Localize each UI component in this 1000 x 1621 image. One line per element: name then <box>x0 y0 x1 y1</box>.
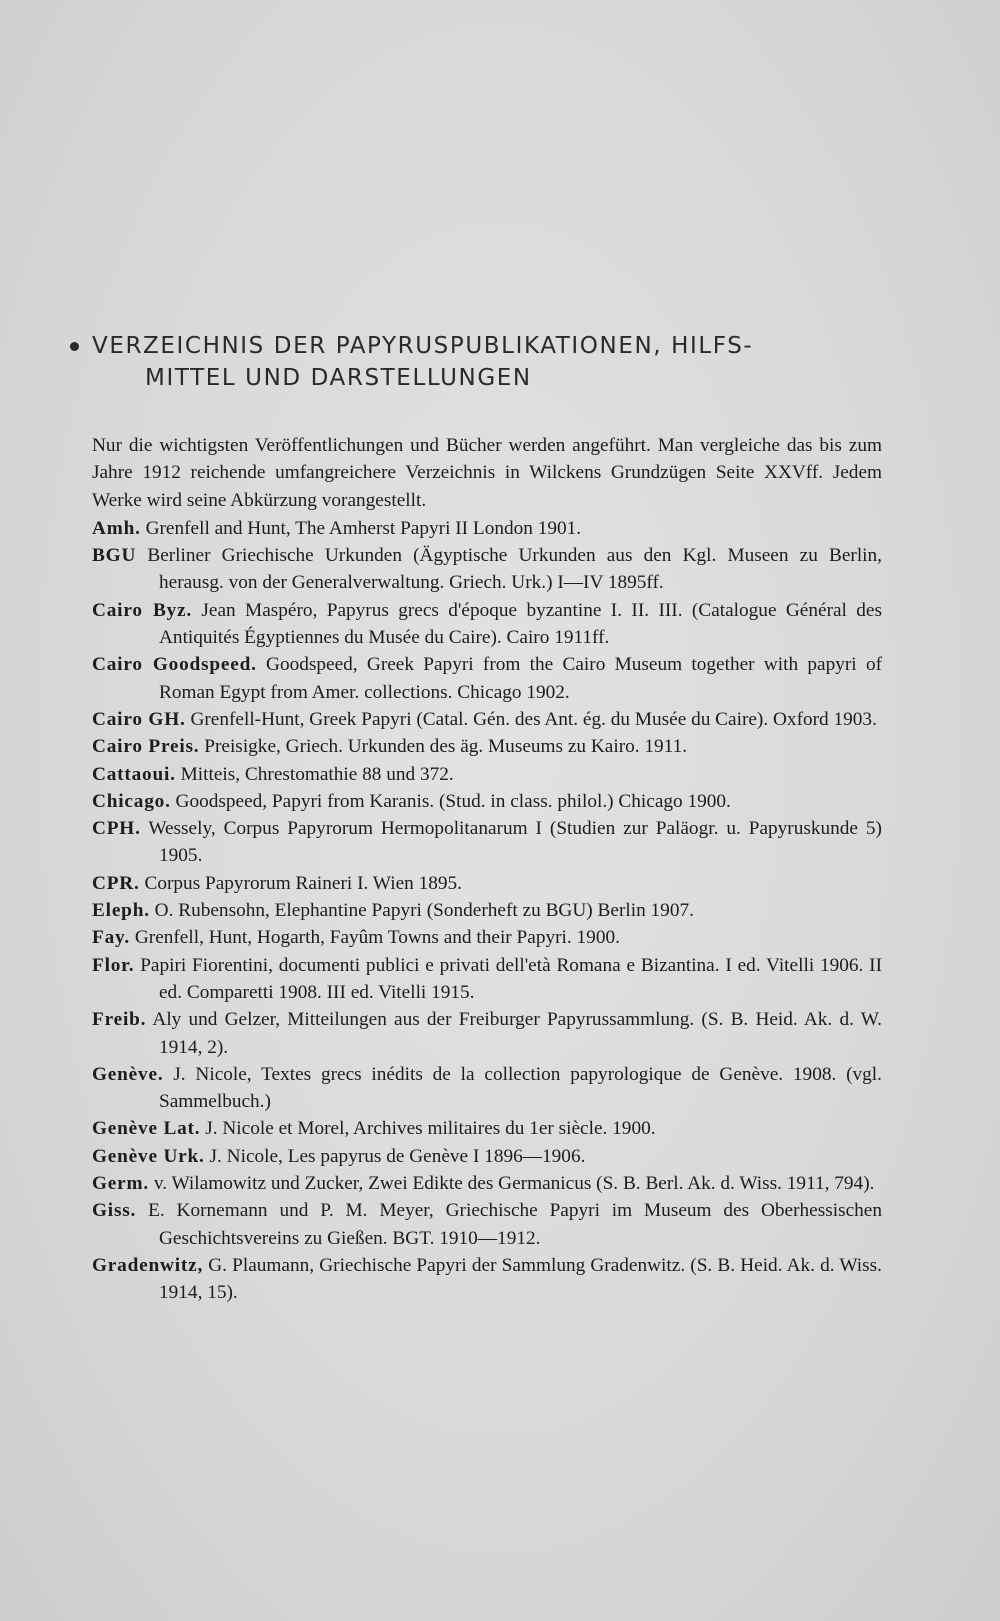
entry-text: Preisigke, Griech. Urkunden des äg. Museums zu Kairo. 1911. <box>204 736 688 758</box>
entry-text: Wessely, Corpus Papyrorum Hermopolitanarum I (Studien zur Paläogr. u. Papyruskunde 5) 1905. <box>148 818 882 867</box>
heading-line-1: VERZEICHNIS DER PAPYRUSPUBLIKATIONEN, HILFS- <box>92 333 754 359</box>
entry-abbreviation: Cairo Preis. <box>92 736 200 758</box>
entry-text: O. Rubensohn, Elephantine Papyri (Sonderheft zu BGU) Berlin 1907. <box>154 900 694 922</box>
bibliography-entry <box>92 1252 882 1307</box>
bibliography-entry <box>92 1006 882 1061</box>
entry-text: Berliner Griechische Urkunden (Ägyptische Urkunden aus den Kgl. Museen zu Berlin, herausg. von der Generalverwaltung. Griech. Urk.) I—IV 1895ff. <box>147 545 882 594</box>
entry-abbreviation: Genève Lat. <box>92 1118 201 1140</box>
entry-abbreviation: Cattaoui. <box>92 763 176 785</box>
entry-abbreviation: Gradenwitz, <box>92 1254 204 1276</box>
entry-text: Goodspeed, Greek Papyri from the Cairo Museum together with papyri of Roman Egypt from Amer. collections. Chicago 1902. <box>159 654 883 703</box>
entry-text: Goodspeed, Papyri from Karanis. (Stud. in class. philol.) Chicago 1900. <box>175 790 731 812</box>
entry-text: Jean Maspéro, Papyrus grecs d'époque byzantine I. II. III. (Catalogue Général des Antiquités Égyptiennes du Musée du Caire). Cairo 1911ff. <box>159 599 882 649</box>
entry-abbreviation: Genève. <box>92 1063 164 1085</box>
entry-text: J. Nicole et Morel, Archives militaires du 1er siècle. 1900. <box>205 1118 656 1140</box>
bibliography-entry <box>92 788 882 815</box>
bibliography-entry <box>92 651 882 706</box>
entry-text: J. Nicole, Les papyrus de Genève I 1896—1906. <box>209 1145 586 1167</box>
entry-text: J. Nicole, Textes grecs inédits de la collection papyrologique de Genève. 1908. (vgl. Sammelbuch.) <box>159 1063 882 1113</box>
entry-text: G. Plaumann, Griechische Papyri der Sammlung Gradenwitz. (S. B. Heid. Ak. d. Wiss. 1914, 15). <box>159 1254 882 1304</box>
bibliography-entry <box>92 733 882 760</box>
entry-abbreviation: Amh. <box>92 517 141 539</box>
bibliography-entry <box>92 1170 882 1197</box>
entry-abbreviation: Flor. <box>92 954 135 976</box>
entry-abbreviation: Cairo Byz. <box>92 599 193 621</box>
bibliography-entry <box>92 1143 882 1170</box>
entry-text: Grenfell-Hunt, Greek Papyri (Catal. Gén. des Ant. ég. du Musée du Caire). Oxford 1903. <box>190 708 877 730</box>
intro-paragraph: Nur die wichtigsten Veröffentlichungen und Bücher werden angeführt. Man vergleiche das bis zum Jahre 1912 reichende umfangreichere Verzeichnis in Wilckens Grundzügen Seite XXVff. Jedem Werke wird seine Abkürzung vorangestellt. <box>92 435 882 511</box>
entry-text: v. Wilamowitz und Zucker, Zwei Edikte des Germanicus (S. B. Berl. Ak. d. Wiss. 1911, 794). <box>153 1173 875 1195</box>
entry-text: Mitteis, Chrestomathie 88 und 372. <box>180 763 454 785</box>
heading-line-2: MITTEL UND DARSTELLUNGEN <box>145 365 532 391</box>
entry-abbreviation: Fay. <box>92 927 131 949</box>
entry-text: Corpus Papyrorum Raineri I. Wien 1895. <box>144 872 462 894</box>
bibliography-entry <box>92 924 882 951</box>
entry-abbreviation: Cairo GH. <box>92 708 186 730</box>
bibliography-entry <box>92 815 882 870</box>
bibliography-entry <box>92 515 882 542</box>
entry-text: Papiri Fiorentini, documenti publici e privati dell'età Romana e Bizantina. I ed. Vitelli 1906. II ed. Comparetti 1908. III ed. Vitelli 1915. <box>140 954 883 1003</box>
entry-text: Grenfell and Hunt, The Amherst Papyri II London 1901. <box>145 517 582 539</box>
bibliography-body <box>92 432 882 1307</box>
entry-text: Aly und Gelzer, Mitteilungen aus der Freiburger Papyrussammlung. (S. B. Heid. Ak. d. W. 1914, 2). <box>152 1009 882 1058</box>
entry-abbreviation: Freib. <box>92 1009 147 1031</box>
entry-abbreviation: Giss. <box>92 1200 137 1222</box>
bibliography-entry <box>92 1115 882 1142</box>
entry-abbreviation: Cairo Goodspeed. <box>92 654 257 676</box>
entry-text: Grenfell, Hunt, Hogarth, Fayûm Towns and their Papyri. 1900. <box>134 927 620 949</box>
entry-abbreviation: BGU <box>92 545 137 567</box>
bibliography-entry <box>92 706 882 733</box>
bibliography-entry <box>92 897 882 924</box>
bibliography-entry <box>92 542 882 597</box>
entry-abbreviation: CPH. <box>92 818 141 840</box>
bibliography-entry <box>92 1061 882 1116</box>
bibliography-entry <box>92 870 882 897</box>
entry-abbreviation: Genève Urk. <box>92 1145 205 1167</box>
entry-abbreviation: Eleph. <box>92 900 150 922</box>
bullet-mark <box>70 342 79 351</box>
entry-abbreviation: Germ. <box>92 1173 149 1195</box>
bibliography-entry <box>92 761 882 788</box>
bibliography-entry <box>92 1197 882 1252</box>
bibliography-entry <box>92 597 882 652</box>
entry-text: E. Kornemann und P. M. Meyer, Griechische Papyri im Museum des Oberhessischen Geschichtsvereins zu Gießen. BGT. 1910—1912. <box>148 1200 882 1249</box>
entry-abbreviation: Chicago. <box>92 790 171 812</box>
bibliography-entry <box>92 952 882 1007</box>
entry-abbreviation: CPR. <box>92 872 140 894</box>
section-heading <box>92 330 892 394</box>
